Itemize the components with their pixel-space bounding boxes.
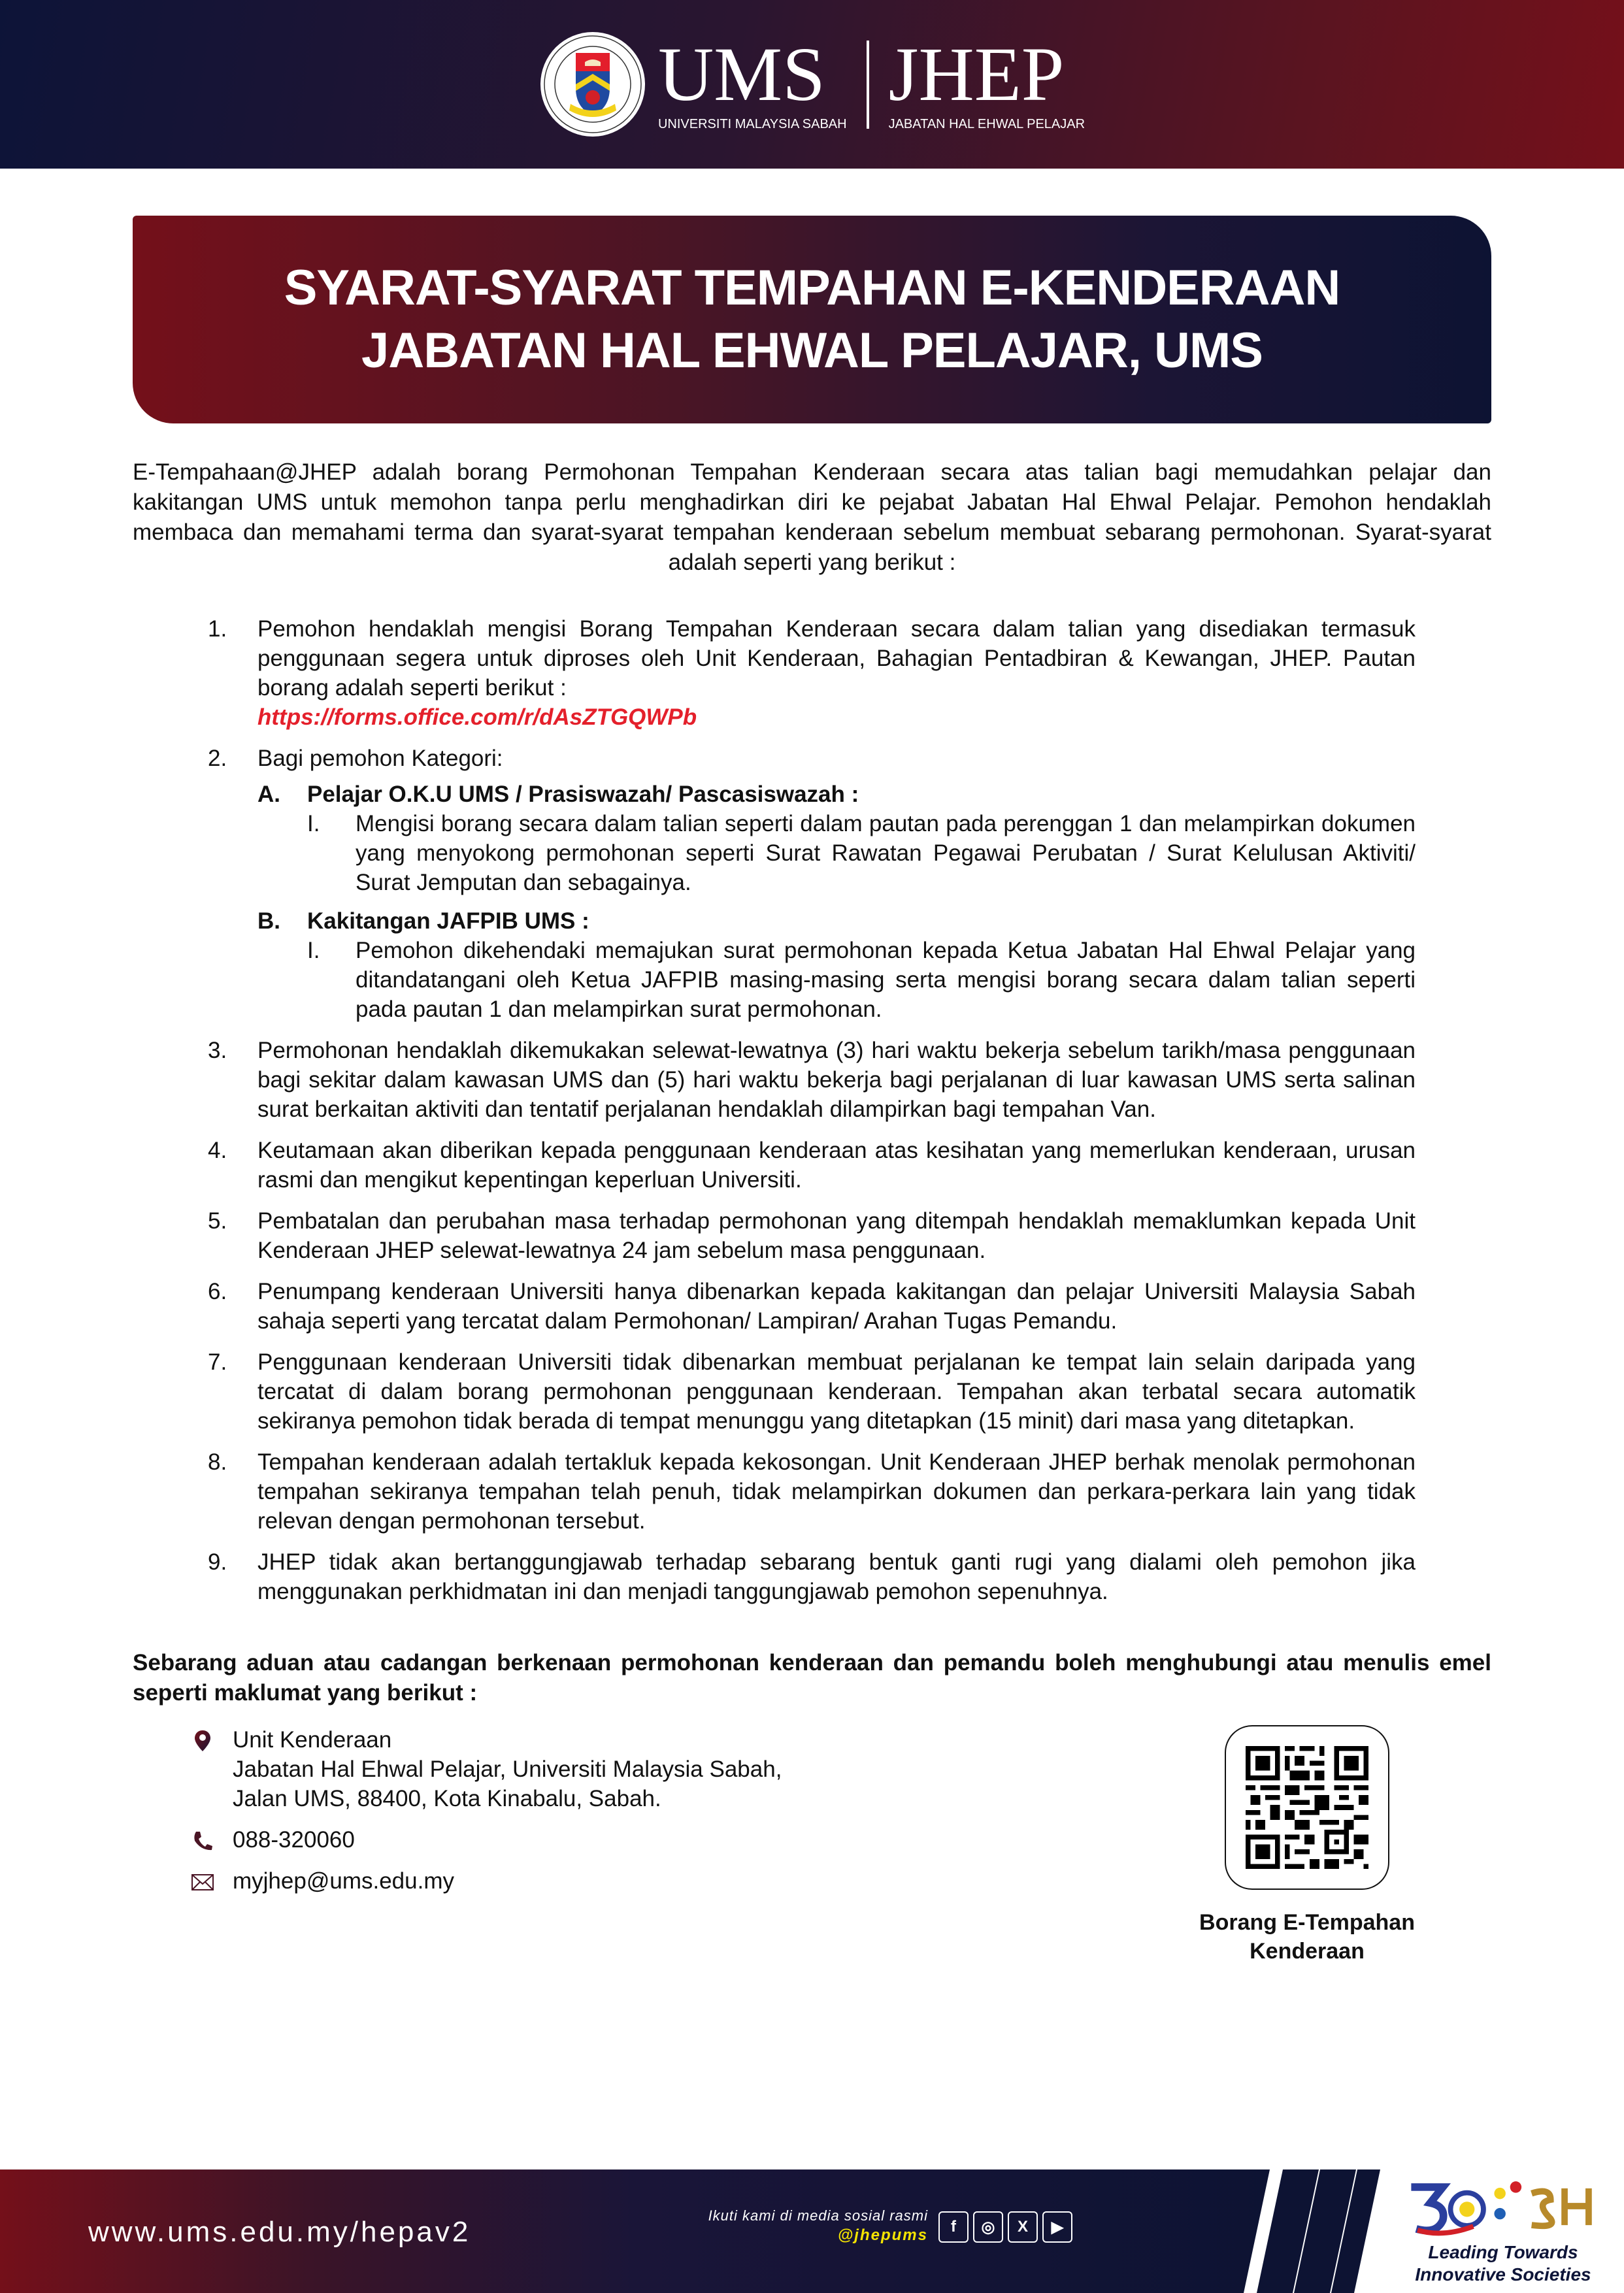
phone-number[interactable]: 088-320060: [233, 1827, 355, 1853]
qr-label-line1: Borang E-Tempahan: [1199, 1910, 1415, 1935]
item-number: 7.: [208, 1349, 227, 1375]
email-row: [191, 1866, 782, 1896]
item-number: 3.: [208, 1038, 227, 1063]
award-slogan-line2: Innovative Societies: [1415, 2264, 1591, 2285]
item-number: 4.: [208, 1138, 227, 1163]
list-item: [208, 1206, 1416, 1265]
jhep-logo-text: JHEP: [888, 31, 1065, 117]
location-pin-icon: [191, 1729, 214, 1753]
list-item: [208, 614, 1416, 732]
category-letter: B.: [257, 908, 280, 934]
address-line3: Jalan UMS, 88400, Kota Kinabalu, Sabah.: [233, 1786, 661, 1811]
qr-label-line2: Kenderaan: [1250, 1939, 1365, 1964]
category-title: Kakitangan JAFPIB UMS :: [307, 908, 589, 934]
item-text: Penumpang kenderaan Universiti hanya dibenarkan kepada kakitangan dan pelajar Universiti Malaysia Sabah sahaja seperti yang tercatat dalam Permohonan/ Lampiran/ Arahan Tugas Pemandu.: [257, 1279, 1416, 1334]
qr-code-frame: [1225, 1725, 1389, 1890]
item-text: Keutamaan akan diberikan kepada penggunaan kenderaan atas kesihatan yang memerlukan kenderaan, urusan rasmi dan mengikut kepentingan keperluan Universiti.: [257, 1138, 1416, 1193]
item-number: 9.: [208, 1549, 227, 1575]
item-number: 6.: [208, 1279, 227, 1304]
detail-text: Pemohon dikehendaki memajukan surat permohonan kepada Ketua Jabatan Hal Ehwal Pelajar yang ditandatangani oleh Ketua JAFPIB masing-masing serta mengisi borang secara dalam talian seperti pada pautan 1 dan melampirkan surat permohonan.: [356, 938, 1416, 1022]
qr-code-icon[interactable]: [1246, 1746, 1368, 1869]
list-item: [208, 1447, 1416, 1536]
item-text: Pembatalan dan perubahan masa terhadap permohonan yang ditempah hendaklah memaklumkan kepada Unit Kenderaan JHEP selewat-lewatnya 24 jam sebelum masa penggunaan.: [257, 1208, 1416, 1263]
footer: [0, 2169, 1624, 2293]
contact-area: [133, 1725, 1491, 1966]
list-item: [208, 1547, 1416, 1606]
page-title-line2: JABATAN HAL EHWAL PELAJAR, UMS: [361, 323, 1263, 378]
address-row: [191, 1725, 782, 1813]
list-item: [208, 1036, 1416, 1124]
website-link[interactable]: www.ums.edu.my/hepav2: [88, 2216, 471, 2248]
category-detail: [307, 809, 1416, 897]
page-title-line1: SYARAT-SYARAT TEMPAHAN E-KENDERAAN: [284, 260, 1340, 316]
address-line2: Jabatan Hal Ehwal Pelajar, Universiti Malaysia Sabah,: [233, 1757, 782, 1782]
item-text: Permohonan hendaklah dikemukakan selewat-lewatnya (3) hari waktu bekerja sebelum tarikh/masa penggunaan bagi sekitar dalam kawasan UMS dan (5) hari waktu bekerja bagi perjalanan di luar kawasan UMS serta salinan surat berkaitan aktiviti dan tentatif perjalanan hendaklah dilampirkan bagi tempahan Van.: [257, 1038, 1416, 1122]
terms-list: [208, 614, 1416, 1606]
qr-column: [1150, 1725, 1464, 1966]
detail-number: I.: [307, 811, 320, 836]
phone-icon: [191, 1829, 214, 1853]
social-icons: [938, 2211, 1072, 2243]
item-number: 2.: [208, 746, 227, 771]
youtube-icon[interactable]: ▶: [1042, 2211, 1072, 2243]
category-detail: [307, 936, 1416, 1024]
contact-intro: Sebarang aduan atau cadangan berkenaan permohonan kenderaan dan pemandu boleh menghubungi atau menulis emel seperti maklumat yang berikut :: [133, 1650, 1491, 1706]
item-number: 1.: [208, 616, 227, 642]
address-line1: Unit Kenderaan: [233, 1727, 392, 1753]
award-logo-icon: [1399, 2173, 1608, 2239]
list-item: [208, 744, 1416, 1024]
social-caption-block: [693, 2206, 928, 2245]
detail-number: I.: [307, 938, 320, 963]
intro-paragraph: E-Tempahaan@JHEP adalah borang Permohonan Tempahan Kenderaan secara atas talian bagi memudahkan pelajar dan kakitangan UMS untuk memohon tanpa perlu menghadirkan diri ke pejabat Jabatan Hal Ehwal Pelajar. Pemohon hendaklah membaca dan memahami terma dan syarat-syarat tempahan kenderaan sebelum membuat sebarang permohonan. Syarat-syarat adalah seperti yang berikut :: [133, 459, 1491, 575]
title-banner: [133, 216, 1491, 423]
phone-row: [191, 1825, 782, 1855]
social-caption: Ikuti kami di media sosial rasmi: [708, 2207, 928, 2224]
list-item: [208, 1277, 1416, 1336]
instagram-icon[interactable]: ◎: [973, 2211, 1003, 2243]
award-slogan-line1: Leading Towards: [1428, 2242, 1578, 2262]
ums-logo-text: UMS: [657, 31, 825, 117]
mail-icon: [191, 1870, 214, 1894]
item-number: 8.: [208, 1449, 227, 1475]
header-banner: [0, 0, 1624, 169]
jhep-logo-subtitle: JABATAN HAL EHWAL PELAJAR: [888, 117, 1085, 131]
category-letter: A.: [257, 782, 280, 807]
social-handle[interactable]: @jhepums: [837, 2226, 928, 2244]
form-link[interactable]: https://forms.office.com/r/dAsZTGQWPb: [257, 704, 697, 730]
ums-seal-icon: [539, 31, 646, 138]
item-text: Penggunaan kenderaan Universiti tidak dibenarkan membuat perjalanan ke tempat lain selain daripada yang tercatat di dalam borang permohonan penggunaan kenderaan. Tempahan akan terbatal secara automatik sekiranya pemohon tidak berada di tempat menunggu yang ditetapkan (15 minit) dari masa yang ditetapkan.: [257, 1349, 1416, 1434]
category-b: [257, 906, 1416, 1024]
item-text: JHEP tidak akan bertanggungjawab terhadap sebarang bentuk ganti rugi yang dialami oleh pemohon jika menggunakan perkhidmatan ini dan menjadi tanggungjawab pemohon sepenuhnya.: [257, 1549, 1416, 1604]
qr-label: [1199, 1908, 1415, 1966]
item-text: Pemohon hendaklah mengisi Borang Tempahan Kenderaan secara dalam talian yang disediakan termasuk penggunaan segera untuk diproses oleh Unit Kenderaan, Bahagian Pentadbiran & Kewangan, JHEP. Pautan borang adalah seperti berikut :: [257, 616, 1416, 701]
ums-logo: [657, 31, 847, 133]
email-address[interactable]: myjhep@ums.edu.my: [233, 1868, 454, 1894]
item-text: Tempahan kenderaan adalah tertakluk kepada kekosongan. Unit Kenderaan JHEP berhak menolak permohonan tempahan sekiranya tempahan telah penuh, tidak melampirkan dokumen dan perkara-perkara lain yang tidak relevan dengan permohonan tersebut.: [257, 1449, 1416, 1534]
detail-text: Mengisi borang secara dalam talian seperti dalam pautan pada perenggan 1 dan melampirkan dokumen yang menyokong permohonan seperti Surat Rawatan Pegawai Perubatan / Surat Kelulusan Aktiviti/ Surat Jemputan dan sebagainya.: [356, 811, 1416, 895]
facebook-icon[interactable]: f: [938, 2211, 969, 2243]
list-item: [208, 1347, 1416, 1436]
award-slogan: [1392, 2241, 1614, 2286]
jhep-logo: [888, 31, 1085, 133]
category-title: Pelajar O.K.U UMS / Prasiswazah/ Pascasiswazah :: [307, 782, 859, 807]
category-a: [257, 780, 1416, 897]
x-twitter-icon[interactable]: X: [1008, 2211, 1038, 2243]
item-text: Bagi pemohon Kategori:: [257, 746, 503, 771]
ums-logo-subtitle: UNIVERSITI MALAYSIA SABAH: [657, 117, 847, 131]
item-number: 5.: [208, 1208, 227, 1234]
contact-info: [191, 1725, 782, 1907]
list-item: [208, 1136, 1416, 1195]
logo-divider: [867, 41, 869, 129]
main-content: [133, 169, 1491, 1966]
